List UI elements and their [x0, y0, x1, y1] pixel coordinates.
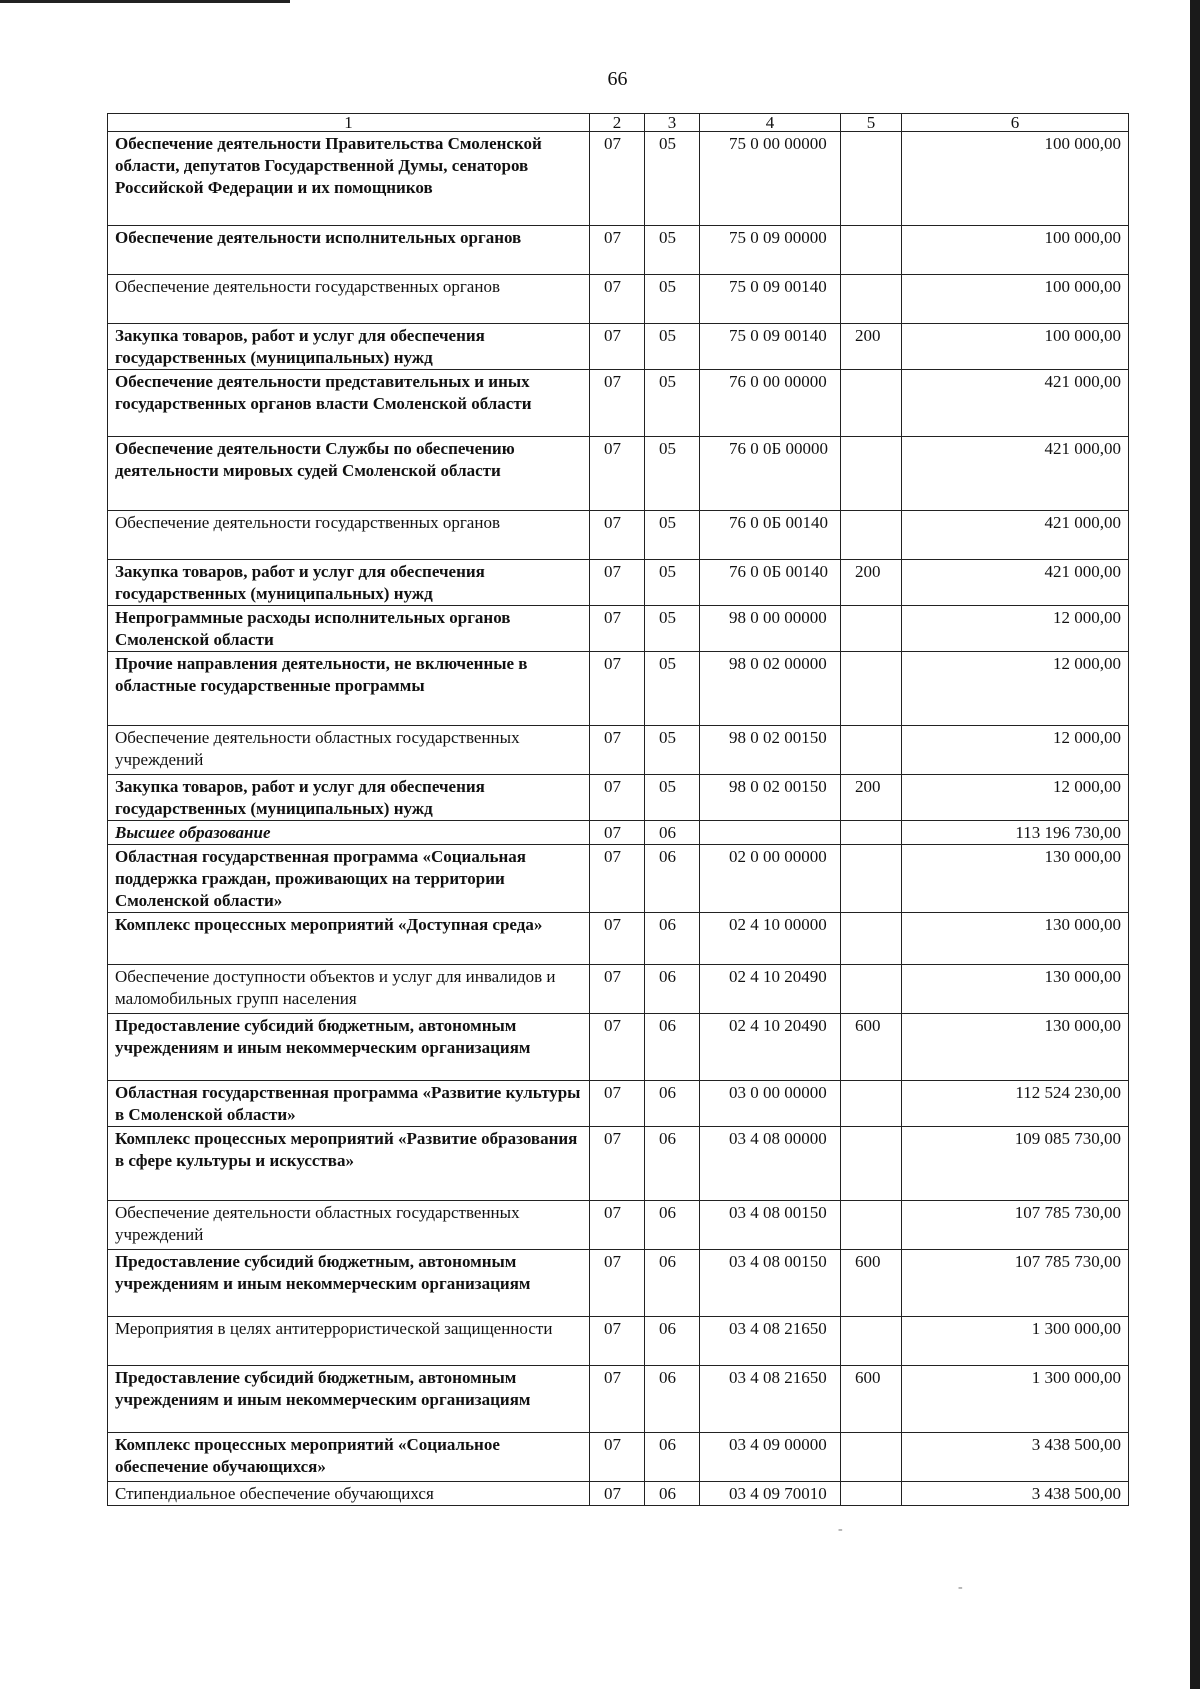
expense-type-cell — [841, 226, 902, 275]
subsection-code-cell: 05 — [645, 652, 700, 726]
row-name-cell: Областная государственная программа «Развитие культуры в Смоленской области» — [108, 1081, 590, 1127]
expense-type-cell — [841, 511, 902, 560]
subsection-code-cell: 05 — [645, 606, 700, 652]
subsection-code-cell: 06 — [645, 1081, 700, 1127]
amount-cell: 113 196 730,00 — [902, 821, 1129, 845]
row-name-cell: Прочие направления деятельности, не включенные в областные государственные программы — [108, 652, 590, 726]
amount-cell: 107 785 730,00 — [902, 1250, 1129, 1317]
subsection-code-cell: 05 — [645, 275, 700, 324]
header-cell: 1 — [108, 114, 590, 132]
target-article-cell — [700, 821, 841, 845]
table-row — [108, 821, 1129, 845]
subsection-code-cell: 05 — [645, 226, 700, 275]
target-article-cell: 03 4 09 70010 — [700, 1482, 841, 1506]
table-row — [108, 511, 1129, 560]
target-article-cell: 76 0 00 00000 — [700, 370, 841, 437]
target-article-cell: 03 4 08 00150 — [700, 1250, 841, 1317]
section-code-cell: 07 — [590, 606, 645, 652]
table-row — [108, 1081, 1129, 1127]
subsection-code-cell: 06 — [645, 1201, 700, 1250]
amount-cell: 112 524 230,00 — [902, 1081, 1129, 1127]
table-row — [108, 606, 1129, 652]
target-article-cell: 75 0 09 00000 — [700, 226, 841, 275]
expense-type-cell: 200 — [841, 560, 902, 606]
target-article-cell: 98 0 00 00000 — [700, 606, 841, 652]
section-code-cell: 07 — [590, 132, 645, 226]
target-article-cell: 75 0 00 00000 — [700, 132, 841, 226]
subsection-code-cell: 06 — [645, 965, 700, 1014]
amount-cell: 421 000,00 — [902, 560, 1129, 606]
table-row — [108, 1482, 1129, 1506]
expense-type-cell — [841, 437, 902, 511]
expense-type-cell — [841, 1081, 902, 1127]
expense-type-cell — [841, 606, 902, 652]
section-code-cell: 07 — [590, 1201, 645, 1250]
section-code-cell: 07 — [590, 1250, 645, 1317]
expense-type-cell: 600 — [841, 1250, 902, 1317]
subsection-code-cell: 05 — [645, 775, 700, 821]
subsection-code-cell: 06 — [645, 913, 700, 965]
target-article-cell: 03 0 00 00000 — [700, 1081, 841, 1127]
table-row — [108, 560, 1129, 606]
row-name-cell: Обеспечение деятельности представительных и иных государственных органов власти Смоленской области — [108, 370, 590, 437]
table-row — [108, 1127, 1129, 1201]
header-cell: 5 — [841, 114, 902, 132]
section-code-cell: 07 — [590, 370, 645, 437]
row-name-cell: Обеспечение деятельности Правительства Смоленской области, депутатов Государственной Думы, сенаторов Российской Федерации и их помощников — [108, 132, 590, 226]
subsection-code-cell: 05 — [645, 370, 700, 437]
expense-type-cell — [841, 821, 902, 845]
table-row — [108, 775, 1129, 821]
row-name-cell: Обеспечение деятельности исполнительных органов — [108, 226, 590, 275]
table-row — [108, 726, 1129, 775]
header-cell: 2 — [590, 114, 645, 132]
subsection-code-cell: 05 — [645, 132, 700, 226]
amount-cell: 109 085 730,00 — [902, 1127, 1129, 1201]
subsection-code-cell: 06 — [645, 1482, 700, 1506]
section-code-cell: 07 — [590, 913, 645, 965]
row-name-cell: Обеспечение деятельности государственных органов — [108, 511, 590, 560]
row-name-cell: Комплекс процессных мероприятий «Социальное обеспечение обучающихся» — [108, 1433, 590, 1482]
amount-cell: 3 438 500,00 — [902, 1482, 1129, 1506]
expense-type-cell: 600 — [841, 1014, 902, 1081]
table-row — [108, 913, 1129, 965]
subsection-code-cell: 06 — [645, 1014, 700, 1081]
section-code-cell: 07 — [590, 1127, 645, 1201]
table-row — [108, 1250, 1129, 1317]
target-article-cell: 76 0 0Б 00140 — [700, 560, 841, 606]
table-row — [108, 1201, 1129, 1250]
section-code-cell: 07 — [590, 560, 645, 606]
section-code-cell: 07 — [590, 1317, 645, 1366]
amount-cell: 1 300 000,00 — [902, 1366, 1129, 1433]
section-code-cell: 07 — [590, 775, 645, 821]
row-name-cell: Стипендиальное обеспечение обучающихся — [108, 1482, 590, 1506]
target-article-cell: 76 0 0Б 00140 — [700, 511, 841, 560]
expense-type-cell: 600 — [841, 1366, 902, 1433]
subsection-code-cell: 06 — [645, 1433, 700, 1482]
row-name-cell: Комплекс процессных мероприятий «Развитие образования в сфере культуры и искусства» — [108, 1127, 590, 1201]
section-code-cell: 07 — [590, 652, 645, 726]
row-name-cell: Высшее образование — [108, 821, 590, 845]
section-code-cell: 07 — [590, 845, 645, 913]
target-article-cell: 03 4 08 21650 — [700, 1366, 841, 1433]
section-code-cell: 07 — [590, 437, 645, 511]
subsection-code-cell: 05 — [645, 437, 700, 511]
table-row — [108, 226, 1129, 275]
subsection-code-cell: 06 — [645, 1250, 700, 1317]
expense-type-cell — [841, 132, 902, 226]
expense-type-cell: 200 — [841, 324, 902, 370]
target-article-cell: 98 0 02 00150 — [700, 775, 841, 821]
row-name-cell: Предоставление субсидий бюджетным, автономным учреждениям и иным некоммерческим организациям — [108, 1014, 590, 1081]
row-name-cell: Предоставление субсидий бюджетным, автономным учреждениям и иным некоммерческим организациям — [108, 1250, 590, 1317]
row-name-cell: Закупка товаров, работ и услуг для обеспечения государственных (муниципальных) нужд — [108, 775, 590, 821]
header-cell: 6 — [902, 114, 1129, 132]
table-row — [108, 1014, 1129, 1081]
subsection-code-cell: 05 — [645, 726, 700, 775]
expense-type-cell — [841, 1482, 902, 1506]
amount-cell: 130 000,00 — [902, 845, 1129, 913]
target-article-cell: 02 4 10 00000 — [700, 913, 841, 965]
amount-cell: 130 000,00 — [902, 1014, 1129, 1081]
subsection-code-cell: 05 — [645, 511, 700, 560]
target-article-cell: 75 0 09 00140 — [700, 275, 841, 324]
row-name-cell: Закупка товаров, работ и услуг для обеспечения государственных (муниципальных) нужд — [108, 560, 590, 606]
expense-type-cell — [841, 1433, 902, 1482]
page-number: 66 — [607, 68, 628, 90]
amount-cell: 12 000,00 — [902, 606, 1129, 652]
section-code-cell: 07 — [590, 1482, 645, 1506]
amount-cell: 421 000,00 — [902, 511, 1129, 560]
expense-type-cell — [841, 275, 902, 324]
expense-type-cell — [841, 965, 902, 1014]
target-article-cell: 02 4 10 20490 — [700, 1014, 841, 1081]
subsection-code-cell: 06 — [645, 1127, 700, 1201]
section-code-cell: 07 — [590, 226, 645, 275]
section-code-cell: 07 — [590, 1081, 645, 1127]
amount-cell: 3 438 500,00 — [902, 1433, 1129, 1482]
table-row — [108, 965, 1129, 1014]
budget-table — [107, 113, 1129, 1506]
row-name-cell: Областная государственная программа «Социальная поддержка граждан, проживающих на территории Смоленской области» — [108, 845, 590, 913]
expense-type-cell — [841, 913, 902, 965]
table-row — [108, 275, 1129, 324]
table-row — [108, 1433, 1129, 1482]
table-row — [108, 845, 1129, 913]
row-name-cell: Обеспечение деятельности областных государственных учреждений — [108, 726, 590, 775]
section-code-cell: 07 — [590, 726, 645, 775]
table-row — [108, 370, 1129, 437]
header-cell: 3 — [645, 114, 700, 132]
amount-cell: 100 000,00 — [902, 132, 1129, 226]
amount-cell: 100 000,00 — [902, 275, 1129, 324]
target-article-cell: 75 0 09 00140 — [700, 324, 841, 370]
table-row — [108, 437, 1129, 511]
row-name-cell: Обеспечение деятельности государственных органов — [108, 275, 590, 324]
amount-cell: 130 000,00 — [902, 913, 1129, 965]
row-name-cell: Непрограммные расходы исполнительных органов Смоленской области — [108, 606, 590, 652]
amount-cell: 12 000,00 — [902, 652, 1129, 726]
table-row — [108, 324, 1129, 370]
subsection-code-cell: 05 — [645, 324, 700, 370]
row-name-cell: Обеспечение деятельности Службы по обеспечению деятельности мировых судей Смоленской области — [108, 437, 590, 511]
row-name-cell: Обеспечение доступности объектов и услуг для инвалидов и маломобильных групп населения — [108, 965, 590, 1014]
target-article-cell: 03 4 08 00000 — [700, 1127, 841, 1201]
amount-cell: 421 000,00 — [902, 370, 1129, 437]
row-name-cell: Комплекс процессных мероприятий «Доступная среда» — [108, 913, 590, 965]
subsection-code-cell: 06 — [645, 821, 700, 845]
target-article-cell: 98 0 02 00000 — [700, 652, 841, 726]
amount-cell: 12 000,00 — [902, 726, 1129, 775]
expense-type-cell — [841, 1201, 902, 1250]
subsection-code-cell: 06 — [645, 1317, 700, 1366]
amount-cell: 1 300 000,00 — [902, 1317, 1129, 1366]
scan-edge-shadow — [1190, 0, 1200, 1689]
section-code-cell: 07 — [590, 965, 645, 1014]
amount-cell: 421 000,00 — [902, 437, 1129, 511]
row-name-cell: Закупка товаров, работ и услуг для обеспечения государственных (муниципальных) нужд — [108, 324, 590, 370]
section-code-cell: 07 — [590, 511, 645, 560]
target-article-cell: 02 4 10 20490 — [700, 965, 841, 1014]
subsection-code-cell: 05 — [645, 560, 700, 606]
header-cell: 4 — [700, 114, 841, 132]
expense-type-cell — [841, 1127, 902, 1201]
table-body — [108, 114, 1129, 1506]
section-code-cell: 07 — [590, 1433, 645, 1482]
expense-type-cell — [841, 845, 902, 913]
section-code-cell: 07 — [590, 821, 645, 845]
amount-cell: 100 000,00 — [902, 226, 1129, 275]
amount-cell: 130 000,00 — [902, 965, 1129, 1014]
amount-cell: 107 785 730,00 — [902, 1201, 1129, 1250]
target-article-cell: 02 0 00 00000 — [700, 845, 841, 913]
subsection-code-cell: 06 — [645, 1366, 700, 1433]
target-article-cell: 03 4 09 00000 — [700, 1433, 841, 1482]
row-name-cell: Предоставление субсидий бюджетным, автономным учреждениям и иным некоммерческим организациям — [108, 1366, 590, 1433]
row-name-cell: Обеспечение деятельности областных государственных учреждений — [108, 1201, 590, 1250]
scan-speck: - — [838, 1522, 843, 1537]
expense-type-cell — [841, 1317, 902, 1366]
row-name-cell: Мероприятия в целях антитеррористической защищенности — [108, 1317, 590, 1366]
scan-edge-line — [0, 0, 290, 3]
section-code-cell: 07 — [590, 324, 645, 370]
expense-type-cell — [841, 652, 902, 726]
table-row — [108, 1366, 1129, 1433]
section-code-cell: 07 — [590, 275, 645, 324]
amount-cell: 12 000,00 — [902, 775, 1129, 821]
target-article-cell: 98 0 02 00150 — [700, 726, 841, 775]
target-article-cell: 03 4 08 00150 — [700, 1201, 841, 1250]
subsection-code-cell: 06 — [645, 845, 700, 913]
section-code-cell: 07 — [590, 1366, 645, 1433]
target-article-cell: 03 4 08 21650 — [700, 1317, 841, 1366]
table-row — [108, 132, 1129, 226]
amount-cell: 100 000,00 — [902, 324, 1129, 370]
scan-speck: - — [958, 1580, 963, 1595]
table-row — [108, 1317, 1129, 1366]
section-code-cell: 07 — [590, 1014, 645, 1081]
table-row — [108, 652, 1129, 726]
expense-type-cell: 200 — [841, 775, 902, 821]
table-header-row — [108, 114, 1129, 132]
expense-type-cell — [841, 370, 902, 437]
target-article-cell: 76 0 0Б 00000 — [700, 437, 841, 511]
expense-type-cell — [841, 726, 902, 775]
